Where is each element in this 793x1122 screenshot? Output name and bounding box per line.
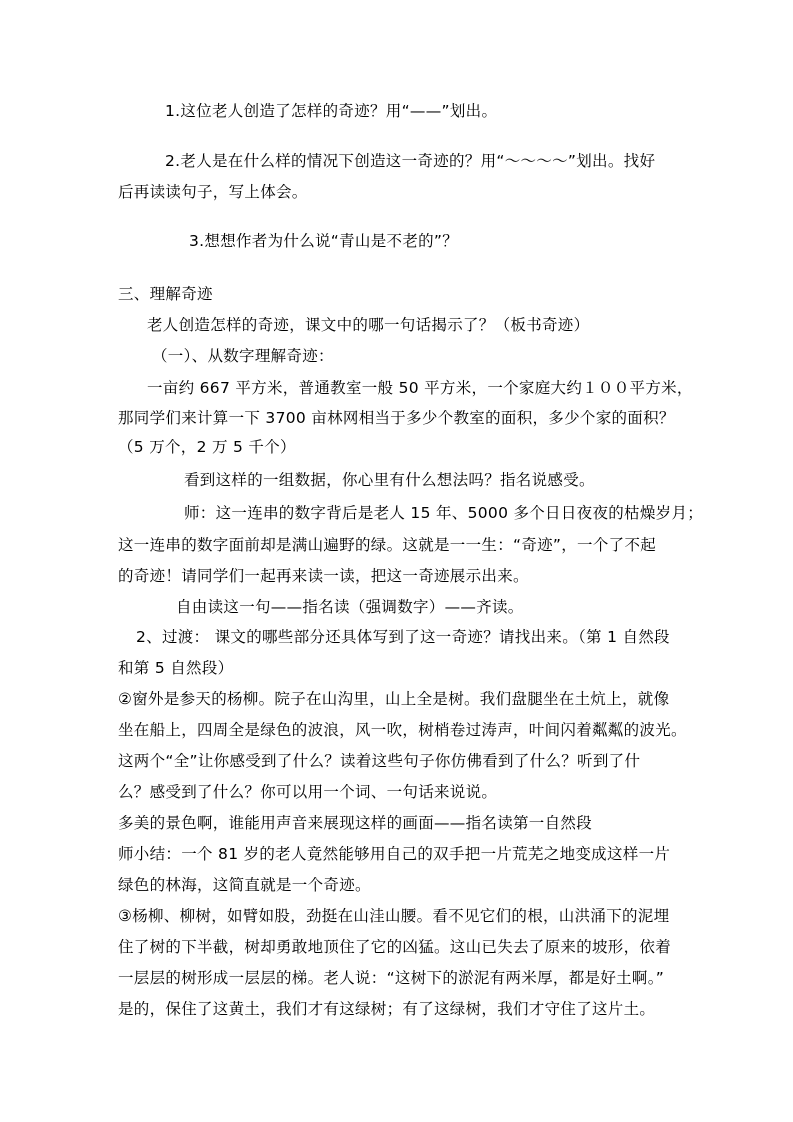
transition-line-2: 和第 5 自然段） bbox=[118, 659, 234, 677]
subsection-1-heading: （一）、从数字理解奇迹： bbox=[152, 347, 334, 365]
question-3: 3.想想作者为什么说“青山是不老的”？ bbox=[189, 232, 459, 250]
beauty-line: 多美的景色啊，谁能用声音来展现这样的画面——指名读第一自然段 bbox=[118, 814, 593, 832]
teacher-line-1: 师：这一连串的数字背后是老人 15 年、5000 多个日日夜夜的枯燥岁月； bbox=[184, 504, 704, 522]
section-heading-3: 三、理解奇迹 bbox=[118, 285, 213, 303]
teacher-line-3: 的奇迹！请同学们一起再来读一读，把这一奇迹展示出来。 bbox=[118, 567, 529, 585]
question-2-line-1: 2.老人是在什么样的情况下创造这一奇迹的？用“～～～～”划出。找好 bbox=[165, 152, 656, 170]
paragraph-2-line-1: ②窗外是参天的杨柳。院子在山沟里，山上全是树。我们盘腿坐在土炕上，就像 bbox=[118, 690, 670, 708]
calc-line-1: 一亩约 667 平方米，普通教室一般 50 平方米，一个家庭大约１００平方米， bbox=[147, 379, 693, 397]
paragraph-2-line-4: 么？感受到了什么？你可以用一个词、一句话来说说。 bbox=[118, 783, 498, 801]
paragraph-2-line-2: 坐在船上，四周全是绿色的波浪，风一吹，树梢卷过涛声，叶间闪着粼粼的波光。 bbox=[118, 721, 687, 739]
feeling-prompt: 看到这样的一组数据，你心里有什么想法吗？指名说感受。 bbox=[184, 471, 595, 489]
paragraph-3-line-1: ③杨柳、柳树，如臂如股，劲挺在山洼山腰。看不见它们的根，山洪涌下的泥埋 bbox=[118, 907, 670, 925]
summary-line-1: 师小结：一个 81 岁的老人竟然能够用自己的双手把一片荒芜之地变成这样一片 bbox=[118, 845, 671, 863]
paragraph-3-line-3: 一层层的树形成一层层的梯。老人说：“这树下的淤泥有两米厚，都是好土啊。” bbox=[118, 969, 665, 987]
intro-paragraph: 老人创造怎样的奇迹，课文中的哪一句话揭示了？（板书奇迹） bbox=[147, 316, 590, 334]
paragraph-2-line-3: 这两个“全”让你感受到了什么？读着这些句子你仿佛看到了什么？听到了什 bbox=[118, 752, 641, 770]
question-1: 1.这位老人创造了怎样的奇迹？用“——”划出。 bbox=[165, 102, 498, 120]
question-2-line-2: 后再读读句子，写上体会。 bbox=[118, 183, 308, 201]
paragraph-3-line-2: 住了树的下半截，树却勇敢地顶住了它的凶猛。这山已失去了原来的坡形，依着 bbox=[118, 938, 672, 956]
calc-line-2: 那同学们来计算一下 3700 亩林网相当于多少个教室的面积，多少个家的面积？ bbox=[118, 409, 675, 427]
teacher-line-2: 这一连串的数字面前却是满山遍野的绿。这就是一一生：“奇迹”，一个了不起 bbox=[118, 536, 657, 554]
calc-line-3: （5 万个，2 万 5 千个） bbox=[118, 438, 296, 456]
transition-line-1: 2、过渡： 课文的哪些部分还具体写到了这一奇迹？请找出来。（第 1 自然段 bbox=[136, 628, 670, 646]
summary-line-2: 绿色的林海，这简直就是一个奇迹。 bbox=[118, 876, 371, 894]
reading-instruction: 自由读这一句——指名读（强调数字）——齐读。 bbox=[176, 598, 524, 616]
paragraph-3-line-4: 是的，保住了这黄土，我们才有这绿树；有了这绿树，我们才守住了这片土。 bbox=[118, 1000, 656, 1018]
